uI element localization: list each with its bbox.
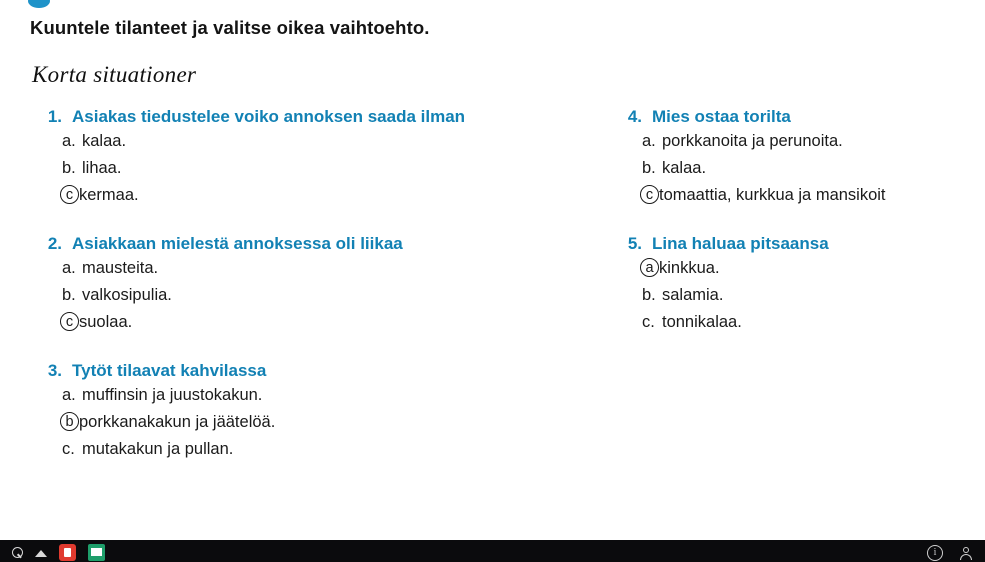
option-row[interactable]	[40, 255, 620, 282]
question-prompt	[620, 106, 985, 128]
option-text: suolaa.	[79, 313, 133, 331]
question-number: 3.	[47, 361, 62, 380]
option-text: tonnikalaa.	[662, 313, 742, 331]
option-row[interactable]	[40, 128, 620, 155]
section-subtitle: Korta situationer	[32, 62, 197, 87]
option-label-circled: a	[640, 258, 659, 277]
option-text: kinkkua.	[659, 259, 720, 277]
taskbar	[0, 540, 985, 562]
question-number: 2.	[47, 234, 62, 253]
option-row[interactable]	[620, 155, 985, 182]
option-text: kalaa.	[82, 132, 127, 150]
question-block	[620, 106, 985, 209]
search-icon[interactable]	[12, 547, 23, 558]
question-number: 4.	[627, 107, 642, 126]
option-label: a.	[62, 259, 76, 277]
option-label-circled: b	[60, 412, 79, 431]
option-row[interactable]	[40, 382, 620, 409]
option-text: kermaa.	[79, 186, 139, 204]
question-prompt-text: Lina haluaa pitsaansa	[652, 234, 829, 253]
option-text: lihaa.	[82, 159, 122, 177]
question-prompt-text: Asiakas tiedustelee voiko annoksen saada ilman	[72, 107, 466, 126]
question-block	[40, 106, 620, 209]
option-label: b.	[642, 159, 656, 177]
option-label: c.	[642, 313, 655, 331]
question-number: 1.	[47, 107, 62, 126]
question-block	[40, 233, 620, 336]
option-label: c.	[62, 440, 75, 458]
option-row[interactable]	[40, 282, 620, 309]
account-icon[interactable]	[959, 546, 973, 560]
question-prompt-text: Mies ostaa torilta	[652, 107, 791, 126]
option-label: b.	[62, 159, 76, 177]
option-label: a.	[62, 132, 76, 150]
pdf-app-icon[interactable]	[59, 544, 76, 561]
option-row-selected[interactable]	[620, 182, 985, 209]
instruction-text: Kuuntele tilanteet ja valitse oikea vaihtoehto.	[30, 17, 430, 38]
option-text: porkkanoita ja perunoita.	[662, 132, 843, 150]
option-row-selected[interactable]	[40, 409, 620, 436]
chevron-up-icon[interactable]	[35, 550, 47, 557]
option-label-circled: c	[60, 185, 79, 204]
option-text: muffinsin ja juustokakun.	[82, 386, 263, 404]
info-icon[interactable]: i	[927, 545, 943, 561]
page-top-decoration	[28, 0, 50, 8]
option-row[interactable]	[40, 155, 620, 182]
option-label: a.	[62, 386, 76, 404]
question-number: 5.	[627, 234, 642, 253]
option-text: tomaattia, kurkkua ja mansikoit	[659, 186, 886, 204]
option-text: porkkanakakun ja jäätelöä.	[79, 413, 276, 431]
question-block	[620, 233, 985, 336]
question-prompt	[620, 233, 985, 255]
option-row-selected[interactable]	[620, 255, 985, 282]
questions-column-right	[620, 106, 985, 360]
option-row[interactable]	[620, 282, 985, 309]
question-block	[40, 360, 620, 463]
question-prompt	[40, 233, 620, 255]
option-text: mausteita.	[82, 259, 159, 277]
question-prompt-text: Asiakkaan mielestä annoksessa oli liikaa	[72, 234, 403, 253]
option-label-circled: c	[640, 185, 659, 204]
option-label: b.	[62, 286, 76, 304]
taskbar-right-icons	[927, 540, 973, 562]
spreadsheet-app-icon[interactable]	[88, 544, 105, 561]
questions-column-left	[40, 106, 620, 487]
option-text: valkosipulia.	[82, 286, 172, 304]
option-row[interactable]	[40, 436, 620, 463]
option-text: salamia.	[662, 286, 724, 304]
taskbar-left-icons	[12, 540, 105, 562]
option-text: mutakakun ja pullan.	[82, 440, 234, 458]
option-row-selected[interactable]	[40, 309, 620, 336]
question-prompt-text: Tytöt tilaavat kahvilassa	[72, 361, 267, 380]
option-row-selected[interactable]	[40, 182, 620, 209]
question-prompt	[40, 106, 620, 128]
option-text: kalaa.	[662, 159, 707, 177]
option-label: b.	[642, 286, 656, 304]
option-row[interactable]	[620, 128, 985, 155]
option-label-circled: c	[60, 312, 79, 331]
option-row[interactable]	[620, 309, 985, 336]
question-prompt	[40, 360, 620, 382]
option-label: a.	[642, 132, 656, 150]
